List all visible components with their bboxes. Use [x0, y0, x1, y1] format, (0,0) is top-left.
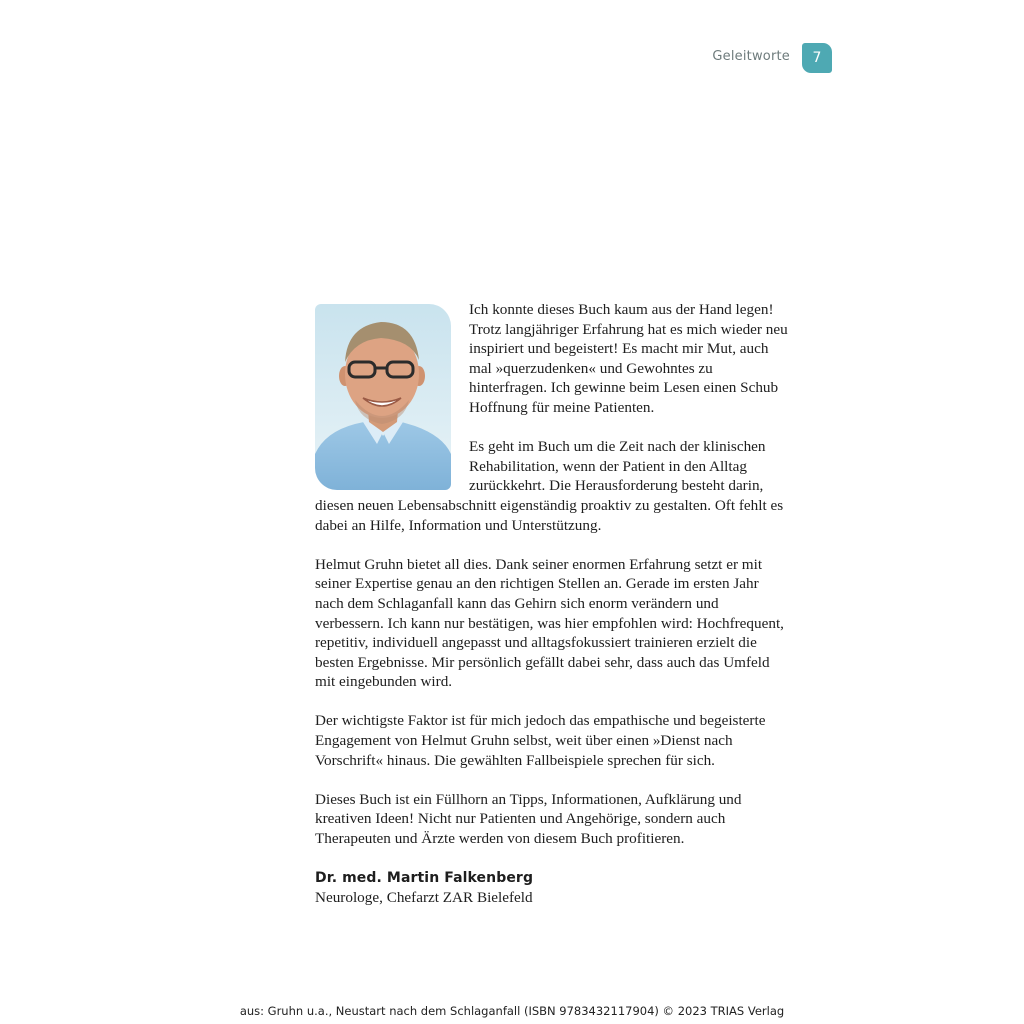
page-number-badge: 7 [802, 43, 832, 73]
signature-role: Neurologe, Chefarzt ZAR Bielefeld [315, 889, 533, 907]
author-portrait [315, 304, 451, 490]
paragraph: Helmut Gruhn bietet all dies. Dank seiner enormen Erfahrung setzt er mit seiner Expertise genau an den richtigen Stellen an. Gerade im ersten Jahr nach dem Schlaganfall kann das Gehirn sich enorm verändern und verbessern. Ich kann nur bestätigen, was hier empfohlen wird: Hochfrequent, repetitiv, individuell angepasst und alltagsfokussiert trainieren erzielt die besten Ergebnisse. Mir persönlich gefällt dabei sehr, dass auch das Umfeld mit eingebunden wird. [315, 555, 784, 691]
paragraph: Ich konnte dieses Buch kaum aus der Hand legen! Trotz langjähriger Erfahrung hat es mich wieder neu inspiriert und begeistert! Es macht mir Mut, auch mal »querzudenken« und Gewohntes zu hinterfragen. Ich gewinne beim Lesen einen Schub Hoffnung für meine Patienten. [469, 301, 788, 416]
signature-name: Dr. med. Martin Falkenberg [315, 870, 534, 887]
section-label: Geleitworte [712, 49, 790, 64]
footer-citation: aus: Gruhn u.a., Neustart nach dem Schlaganfall (ISBN 9783432117904) © 2023 TRIAS Verlag [239, 1004, 785, 1018]
paragraph: Dieses Buch ist ein Füllhorn an Tipps, Informationen, Aufklärung und kreativen Ideen! Nicht nur Patienten und Angehörige, sondern auch Therapeuten und Ärzte werden von diesem Buch profitieren. [315, 790, 742, 848]
foreword-body [315, 300, 791, 908]
paragraph: Der wichtigste Faktor ist für mich jedoch das empathische und begeisterte Engagement von Helmut Gruhn selbst, weit über einen »Dienst nach Vorschrift« hinaus. Die gewählten Fallbeispiele sprechen für sich. [315, 712, 766, 769]
paragraph: Es geht im Buch um die Zeit nach der klinischen Rehabilitation, wenn der Patient in den Alltag zurückkehrt. Die Herausforderung besteht darin, diesen neuen Lebensabschnitt eigenständig proaktiv zu gestalten. Oft fehlt es dabei an Hilfe, Information und Unterstützung. [315, 438, 784, 534]
